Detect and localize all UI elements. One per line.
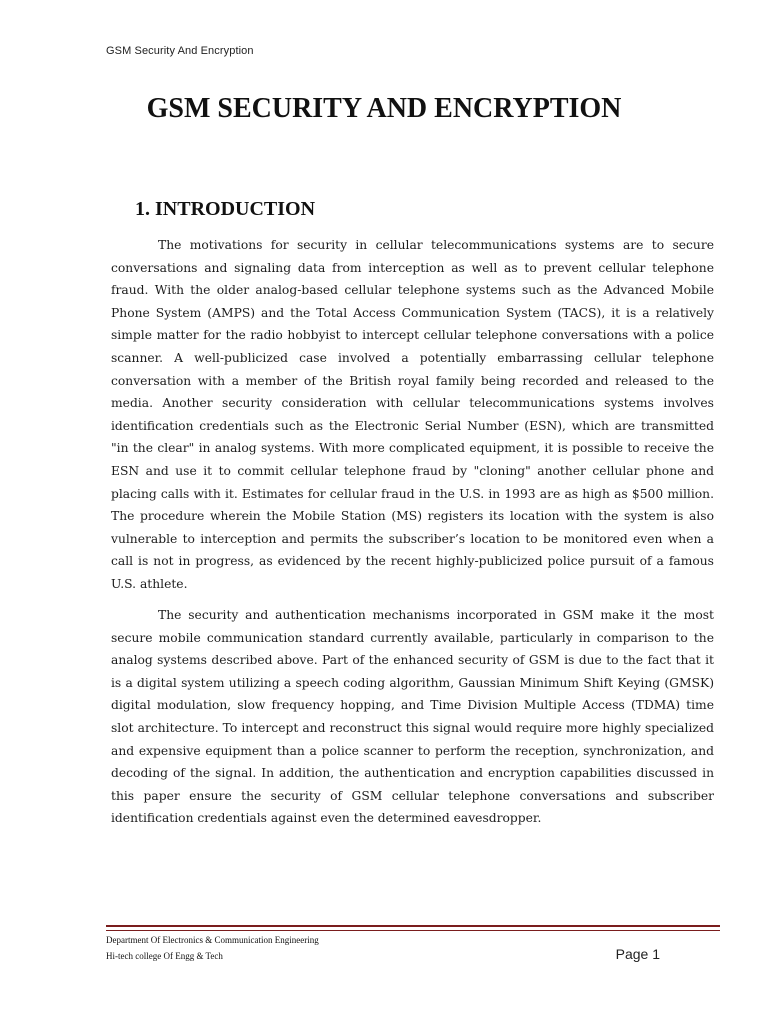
footer-department: Department Of Electronics & Communication Engineering [106,935,319,945]
body-paragraph-2: The security and authentication mechanisms incorporated in GSM make it the most secure mobile communication standard currently available, particularly in comparison to the analog systems described above. Part of the enhanced security of GSM is due to the fact that it is a digital system utilizing a speech coding algorithm, Gaussian Minimum Shift Keying (GMSK) digital modulation, slow frequency hopping, and Time Division Multiple Access (TDMA) time slot architecture. To intercept and reconstruct this signal would require more highly specialized and expensive equipment than a police scanner to perform the reception, synchronization, and decoding of the signal. In addition, the authentication and encryption capabilities discussed in this paper ensure the security of GSM cellular telephone conversations and subscriber identification credentials against even the determined eavesdropper. [111,608,714,826]
running-header: GSM Security And Encryption [106,45,254,57]
body-paragraph-1: The motivations for security in cellular telecommunications systems are to secure conversations and signaling data from interception as well as to prevent cellular telephone fraud. With the older analog-based cellular telephone systems such as the Advanced Mobile Phone System (AMPS) and the Total Access Communication System (TACS), it is a relatively simple matter for the radio hobbyist to intercept cellular telephone conversations with a police scanner. A well-publicized case involved a potentially embarrassing cellular telephone conversation with a member of the British royal family being recorded and released to the media. Another security consideration with cellular telecommunications systems involves identification credentials such as the Electronic Serial Number (ESN), which are transmitted "in the clear" in analog systems. With more complicated equipment, it is possible to receive the ESN and use it to commit cellular telephone fraud by "cloning" another cellular phone and placing calls with it. Estimates for cellular fraud in the U.S. in 1993 are as high as $500 million. The procedure wherein the Mobile Station (MS) registers its location with the system is also vulnerable to interception and permits the subscriber’s location to be monitored even when a call is not in progress, as evidenced by the recent highly-publicized police pursuit of a famous U.S. athlete. [111,238,714,591]
footer-divider [106,925,720,931]
document-title: GSM SECURITY AND ENCRYPTION [146,93,622,124]
section-heading-introduction: 1. INTRODUCTION [135,198,316,220]
footer-college: Hi-tech college Of Engg & Tech [106,951,223,961]
page-number: Page 1 [615,946,660,962]
